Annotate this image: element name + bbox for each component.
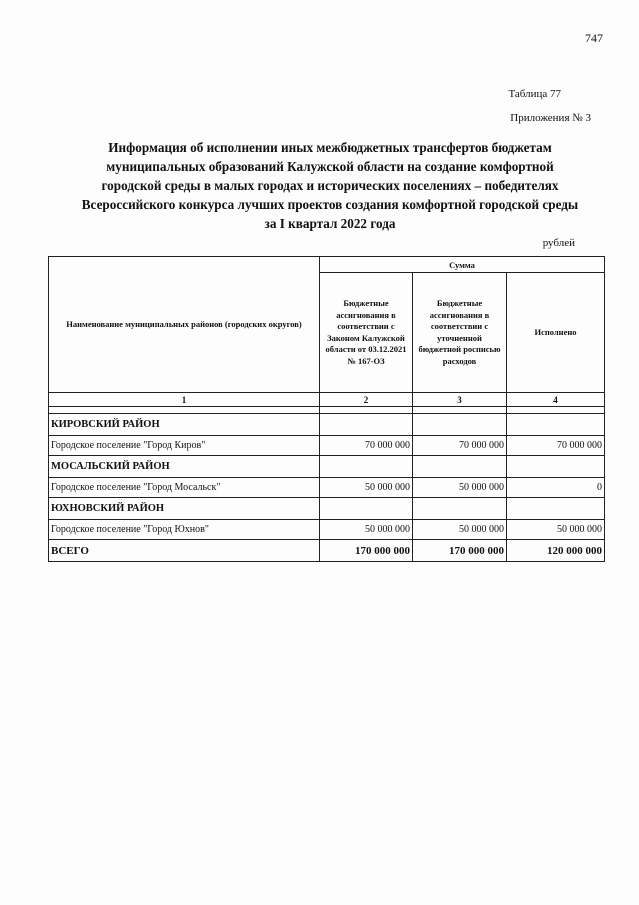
header-col3: Бюджетные ассигнования в соответствии с уточненной бюджетной росписью расходов (413, 273, 507, 393)
column-number: 1 (49, 393, 320, 407)
value-cell: 50 000 000 (413, 478, 507, 498)
column-number: 4 (507, 393, 605, 407)
table-label: Таблица 77 (508, 88, 561, 100)
header-name: Наименование муниципальных районов (городских округов) (49, 257, 320, 393)
appendix-label: Приложения № 3 (510, 112, 591, 124)
empty-cell (413, 498, 507, 520)
title-line: Информация об исполнении иных межбюджетных трансфертов бюджетам (108, 140, 552, 155)
title-line: муниципальных образований Калужской области на создание комфортной (106, 159, 554, 174)
district-name: МОСАЛЬСКИЙ РАЙОН (49, 456, 320, 478)
total-label: ВСЕГО (49, 540, 320, 562)
empty-cell (320, 498, 413, 520)
settlement-name: Городское поселение "Город Мосальск" (49, 478, 320, 498)
spacer-row (49, 407, 605, 414)
spacer-cell (49, 407, 320, 414)
header-col4: Исполнено (507, 273, 605, 393)
empty-cell (320, 414, 413, 436)
document-title (40, 138, 620, 233)
title-line: за I квартал 2022 года (264, 216, 396, 231)
empty-cell (507, 456, 605, 478)
report-table (48, 256, 605, 562)
empty-cell (413, 414, 507, 436)
page-number: 747 (585, 31, 603, 45)
settlement-name: Городское поселение "Город Юхнов" (49, 520, 320, 540)
empty-cell (507, 498, 605, 520)
empty-cell (507, 414, 605, 436)
total-value: 120 000 000 (507, 540, 605, 562)
settlement-row (49, 478, 605, 498)
value-cell: 70 000 000 (320, 436, 413, 456)
value-cell: 0 (507, 478, 605, 498)
column-numbers-row (49, 393, 605, 407)
district-name: КИРОВСКИЙ РАЙОН (49, 414, 320, 436)
header-col2: Бюджетные ассигнования в соответствии с Законом Калужской области от 03.12.2021 № 167-ОЗ (320, 273, 413, 393)
settlement-row (49, 436, 605, 456)
units-label: рублей (542, 237, 575, 249)
value-cell: 70 000 000 (507, 436, 605, 456)
spacer-cell (413, 407, 507, 414)
title-line: Всероссийского конкурса лучших проектов создания комфортной городской среды (81, 197, 579, 212)
value-cell: 50 000 000 (320, 520, 413, 540)
total-value: 170 000 000 (320, 540, 413, 562)
column-number: 2 (320, 393, 413, 407)
district-row (49, 456, 605, 478)
total-value: 170 000 000 (413, 540, 507, 562)
header-sum: Сумма (320, 257, 605, 273)
empty-cell (413, 456, 507, 478)
value-cell: 50 000 000 (320, 478, 413, 498)
column-number: 3 (413, 393, 507, 407)
empty-cell (320, 456, 413, 478)
settlement-name: Городское поселение "Город Киров" (49, 436, 320, 456)
spacer-cell (320, 407, 413, 414)
district-row (49, 414, 605, 436)
value-cell: 50 000 000 (413, 520, 507, 540)
title-line: городской среды в малых городах и исторических поселениях – победителях (101, 178, 559, 193)
district-row (49, 498, 605, 520)
value-cell: 70 000 000 (413, 436, 507, 456)
value-cell: 50 000 000 (507, 520, 605, 540)
settlement-row (49, 520, 605, 540)
spacer-cell (507, 407, 605, 414)
district-name: ЮХНОВСКИЙ РАЙОН (49, 498, 320, 520)
total-row (49, 540, 605, 562)
